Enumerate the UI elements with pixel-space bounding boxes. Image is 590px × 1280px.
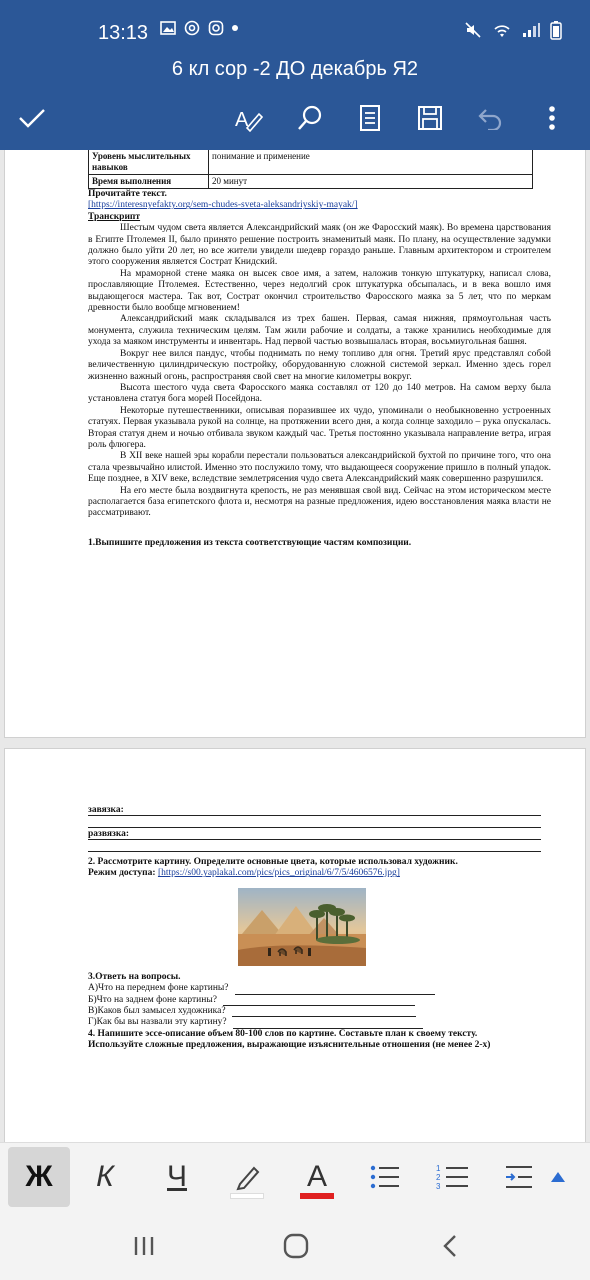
toolbar [0, 96, 590, 142]
numbered-list-icon [436, 1162, 470, 1192]
more-options-button[interactable] [534, 100, 570, 136]
answer-line-blank[interactable] [88, 841, 551, 853]
answer-underline [235, 986, 435, 995]
zavyazka-label: завязка: [88, 805, 124, 815]
sub-question-text: Б)Что на заднем фоне картины? [88, 994, 217, 1005]
home-icon [283, 1233, 309, 1259]
bold-button[interactable] [8, 1147, 70, 1207]
battery-icon [550, 20, 562, 40]
read-heading: Прочитайте текст. [88, 189, 167, 199]
answer-underline [88, 827, 541, 828]
text-paragraph: Высота шестого чуда света Фаросского маяка составлял от 120 до 140 метров. На самом верху была установлена статуя бога морей Посейдона. [88, 382, 551, 405]
font-color-button[interactable] [286, 1147, 348, 1207]
numbered-list-button[interactable] [422, 1147, 484, 1207]
table-cell-label: Время выполнения [89, 175, 209, 189]
notification-dot-icon [232, 25, 238, 31]
document-page-2[interactable] [4, 748, 586, 1142]
status-left-icons [160, 20, 238, 36]
text-paragraph: На мраморной стене маяка он высек свое имя, а затем, наложив тонкую штукатурку, написал слова, прославляющие Птолемея. Естественно, через недолгий срок штукатурка обсыпалась, и в века вошло имя выдающегося мастера. Так вот, Сострат окончил строительство Фаросского маяка за 5 лет, что по меркам древности было вообще мгновением! [88, 268, 551, 314]
highlighter-icon [232, 1162, 262, 1192]
instagram-icon [208, 20, 224, 36]
undo-button[interactable] [472, 100, 508, 136]
task-info-table [88, 150, 533, 189]
access-label: Режим доступа: [88, 868, 156, 879]
save-button[interactable] [412, 100, 448, 136]
highlight-color-swatch [230, 1193, 264, 1199]
razvyazka-label: развязка: [88, 829, 130, 839]
painting-link[interactable]: [https://s00.yaplakal.com/pics/pics_original/6/7/5/4606576.jpg] [157, 868, 400, 879]
question-4: 4. Напишите эссе-описание объем 80-100 слов по картине. Составьте план к своему тексту. [88, 1028, 478, 1039]
italic-button[interactable] [74, 1147, 136, 1207]
sub-question[interactable] [88, 1006, 551, 1017]
text-paragraph: Вокруг нее вился пандус, чтобы поднимать по нему топливо для огня. Третий ярус представлял собой величественную цилиндрическую постройку, оборудованную сложной системой зеркал. Именно здесь горел жизненно важный огонь, распространяя свой свет на многие километры вокруг. [88, 348, 551, 382]
answer-underline [232, 1008, 416, 1017]
status-right-icons [464, 20, 562, 40]
transcript-heading: Транскрипт [88, 211, 141, 222]
answer-underline [88, 839, 541, 840]
svg-text:3: 3 [436, 1182, 441, 1191]
back-icon [441, 1234, 459, 1258]
search-button[interactable] [292, 100, 328, 136]
underline-button[interactable] [146, 1147, 208, 1207]
font-color-label: А [306, 1160, 327, 1193]
caret-up-icon [550, 1171, 566, 1183]
text-paragraph: Александрийский маяк складывался из трех башен. Первая, самая нижняя, прямоугольная часть монумента, служила техническим целям. Там жили рабочие и солдаты, а также хранились необходимые для ухода за маяком инструменты и инвентарь. Над первой частью возвышалась вторая, восьмиугольная башня. [88, 314, 551, 348]
text-paragraph: Некоторые путешественники, описывая поразившее их чудо, упоминали о необыкновенно устроенных статуях. Первая указывала рукой на солнце, на протяжении всего дня, а когда солнце заходило – рука опускалась. Вторая статуя днем и ночью отбивала звуком каждый час. Третья постоянно указывала направление ветра, играя роль флюгера. [88, 405, 551, 450]
signal-icon [522, 22, 540, 38]
app-bar [0, 0, 590, 150]
document-page-1[interactable] [4, 150, 586, 738]
bullet-list-icon [369, 1163, 401, 1191]
source-link[interactable]: [https://interesnyefakty.org/sem-chudes-sveta-aleksandriyskiy-mayak/] [88, 200, 358, 211]
text-paragraph: Шестым чудом света является Александрийский маяк (он же Фаросский маяк). Во времена царствования в Египте Птолемея II, было принято решение построить знаменитый маяк. По плану, на осуществление задумки должно было уйти 20 лет, но все жители увидели шедевр гораздо раньше. Главным архитектором и строителем этого сооружения является Сострат Книдский. [88, 223, 551, 268]
italic-label: К [96, 1160, 114, 1193]
question-4-note: Используйте сложные предложения, выражающие изъяснительные отношения (не менее 2-х) [88, 1040, 491, 1051]
sub-question-text: В)Каков был замысел художника? [88, 1006, 226, 1016]
svg-text:2: 2 [436, 1173, 441, 1182]
wifi-icon [492, 22, 512, 38]
text-format-pen-icon [233, 104, 263, 132]
bold-label: Ж [25, 1160, 53, 1193]
table-row [89, 175, 533, 189]
back-button[interactable] [430, 1228, 470, 1264]
svg-text:A: A [235, 109, 249, 131]
sub-question-text: А)Что на переднем фоне картины? [88, 983, 229, 994]
answer-line-blank[interactable] [88, 817, 551, 829]
recents-button[interactable] [124, 1228, 164, 1264]
bullet-list-button[interactable] [354, 1147, 416, 1207]
format-toolbar [0, 1142, 590, 1210]
document-title: 6 кл сор -2 ДО декабрь Я2 [171, 58, 419, 80]
answer-underline [223, 997, 415, 1006]
sub-question[interactable] [88, 995, 551, 1006]
status-time: 13:13 [98, 22, 149, 44]
table-cell-label: Уровень мыслительных навыков [89, 150, 209, 175]
recents-icon [133, 1235, 155, 1257]
answer-underline [233, 1020, 423, 1029]
undo-icon [477, 106, 503, 130]
table-cell-value: 20 минут [209, 175, 533, 189]
answer-line-razvyazka[interactable] [88, 829, 551, 841]
question-2: 2. Рассмотрите картину. Определите основные цвета, которые использовал художник. [88, 857, 458, 867]
home-button[interactable] [276, 1228, 316, 1264]
reading-view-button[interactable] [352, 100, 388, 136]
mute-icon [464, 21, 482, 39]
more-vertical-icon [548, 105, 556, 131]
text-paragraph: На его месте была воздвигнута крепость, не раз менявшая свой вид. Сейчас на этом историческом месте располагается база египетского флота и, несмотря на разные предложения, идею восстановления маяка власти не рассматривают. [88, 485, 551, 519]
answer-underline [88, 815, 541, 816]
question-3: 3.Ответь на вопросы. [88, 971, 181, 982]
at-icon [184, 20, 200, 36]
system-navigation-bar [0, 1210, 590, 1280]
save-icon [417, 105, 443, 131]
svg-text:1: 1 [436, 1164, 441, 1173]
document-view-icon [359, 104, 381, 132]
painting-image[interactable] [238, 888, 366, 966]
highlight-button[interactable] [216, 1147, 278, 1207]
underline-label: Ч [167, 1160, 187, 1193]
sub-question[interactable] [88, 983, 551, 994]
done-button[interactable] [14, 100, 50, 136]
gallery-icon [160, 21, 176, 35]
sub-question-text: Г)Как бы вы назвали эту картину? [88, 1017, 227, 1028]
answer-underline [88, 851, 541, 852]
answer-line-zavyazka[interactable] [88, 805, 551, 817]
expand-toolbar-button[interactable] [530, 1147, 586, 1207]
search-icon [297, 105, 323, 131]
table-row [89, 150, 533, 175]
font-color-swatch [300, 1193, 334, 1199]
question-1: 1.Выпишите предложения из текста соответствующие частям композиции. [88, 537, 412, 548]
checkmark-icon [18, 107, 46, 129]
table-cell-value: понимание и применение [209, 150, 533, 175]
text-paragraph: В XII веке нашей эры корабли перестали пользоваться александрийской бухтой по причине того, что она стала чрезвычайно илистой. Именно это послужило тому, что выдающееся сооружение пришло в полный упадок. Еще позднее, в XIV веке, вследствие землетрясения чудо света Александрийский маяк совершенно разрушился. [88, 451, 551, 485]
access-line [88, 868, 551, 879]
sub-question[interactable] [88, 1017, 551, 1028]
document-canvas[interactable] [0, 150, 590, 1142]
format-text-button[interactable] [230, 100, 266, 136]
